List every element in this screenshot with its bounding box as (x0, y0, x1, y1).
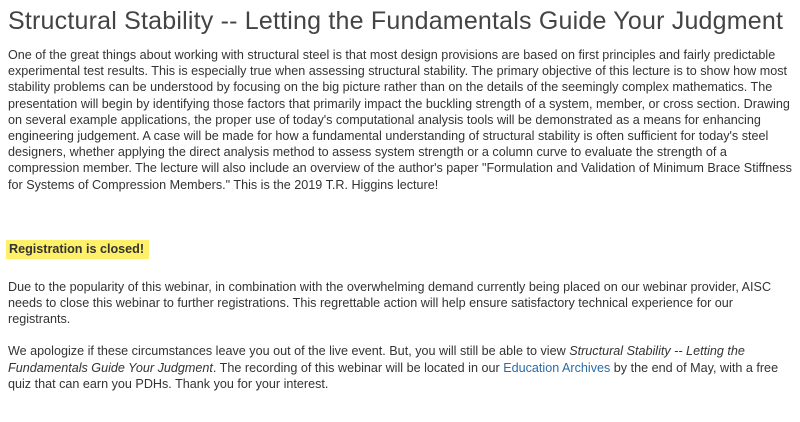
closure-explanation-paragraph: Due to the popularity of this webinar, in combination with the overwhelming demand currently being placed on our webinar provider, AISC needs to close this webinar to further registrations. This regrettable action will help ensure satisfactory technical experience for our registrants. (8, 279, 772, 327)
apology-text-part2: . The recording of this webinar will be located in our (212, 360, 504, 375)
apology-text-part1: We apologize if these circumstances leave you out of the live event. But, you will still be able to view (8, 344, 570, 359)
apology-text-part3: by the end of May, with a free quiz that can earn you PDHs. Thank you for your interest. (8, 360, 779, 391)
page-content (8, 0, 796, 392)
education-archives-link[interactable]: Education Archives (503, 360, 611, 375)
webinar-title-italic: Structural Stability -- Letting the Fundamentals Guide Your Judgment (8, 344, 745, 375)
page-title: Structural Stability -- Letting the Fundamentals Guide Your Judgment (8, 7, 784, 35)
registration-closed-notice: Registration is closed! (6, 240, 149, 259)
apology-paragraph (8, 343, 796, 392)
abstract-paragraph: One of the great things about working with structural steel is that most design provisions are based on first principles and fairly predictable experimental test results. This is especially true when assessing structural stability. The primary objective of this lecture is to show how most stability problems can be understood by focusing on the big picture rather than on the details of the seemingly complex mathematics. The presentation will begin by identifying those factors that primarily impact the buckling strength of a system, member, or cross section. Drawing on several example applications, the proper use of today's computational analysis tools will be demonstrated as a means for enhancing engineering judgement. A case will be made for how a fundamental understanding of structural stability is often sufficient for today's steel designers, whether applying the direct analysis method to assess system strength or a column curve to evaluate the strength of a compression member. The lecture will also include an overview of the author's paper "Formulation and Validation of Minimum Brace Stiffness for Systems of Compression Members." This is the 2019 T.R. Higgins lecture! (8, 48, 792, 192)
